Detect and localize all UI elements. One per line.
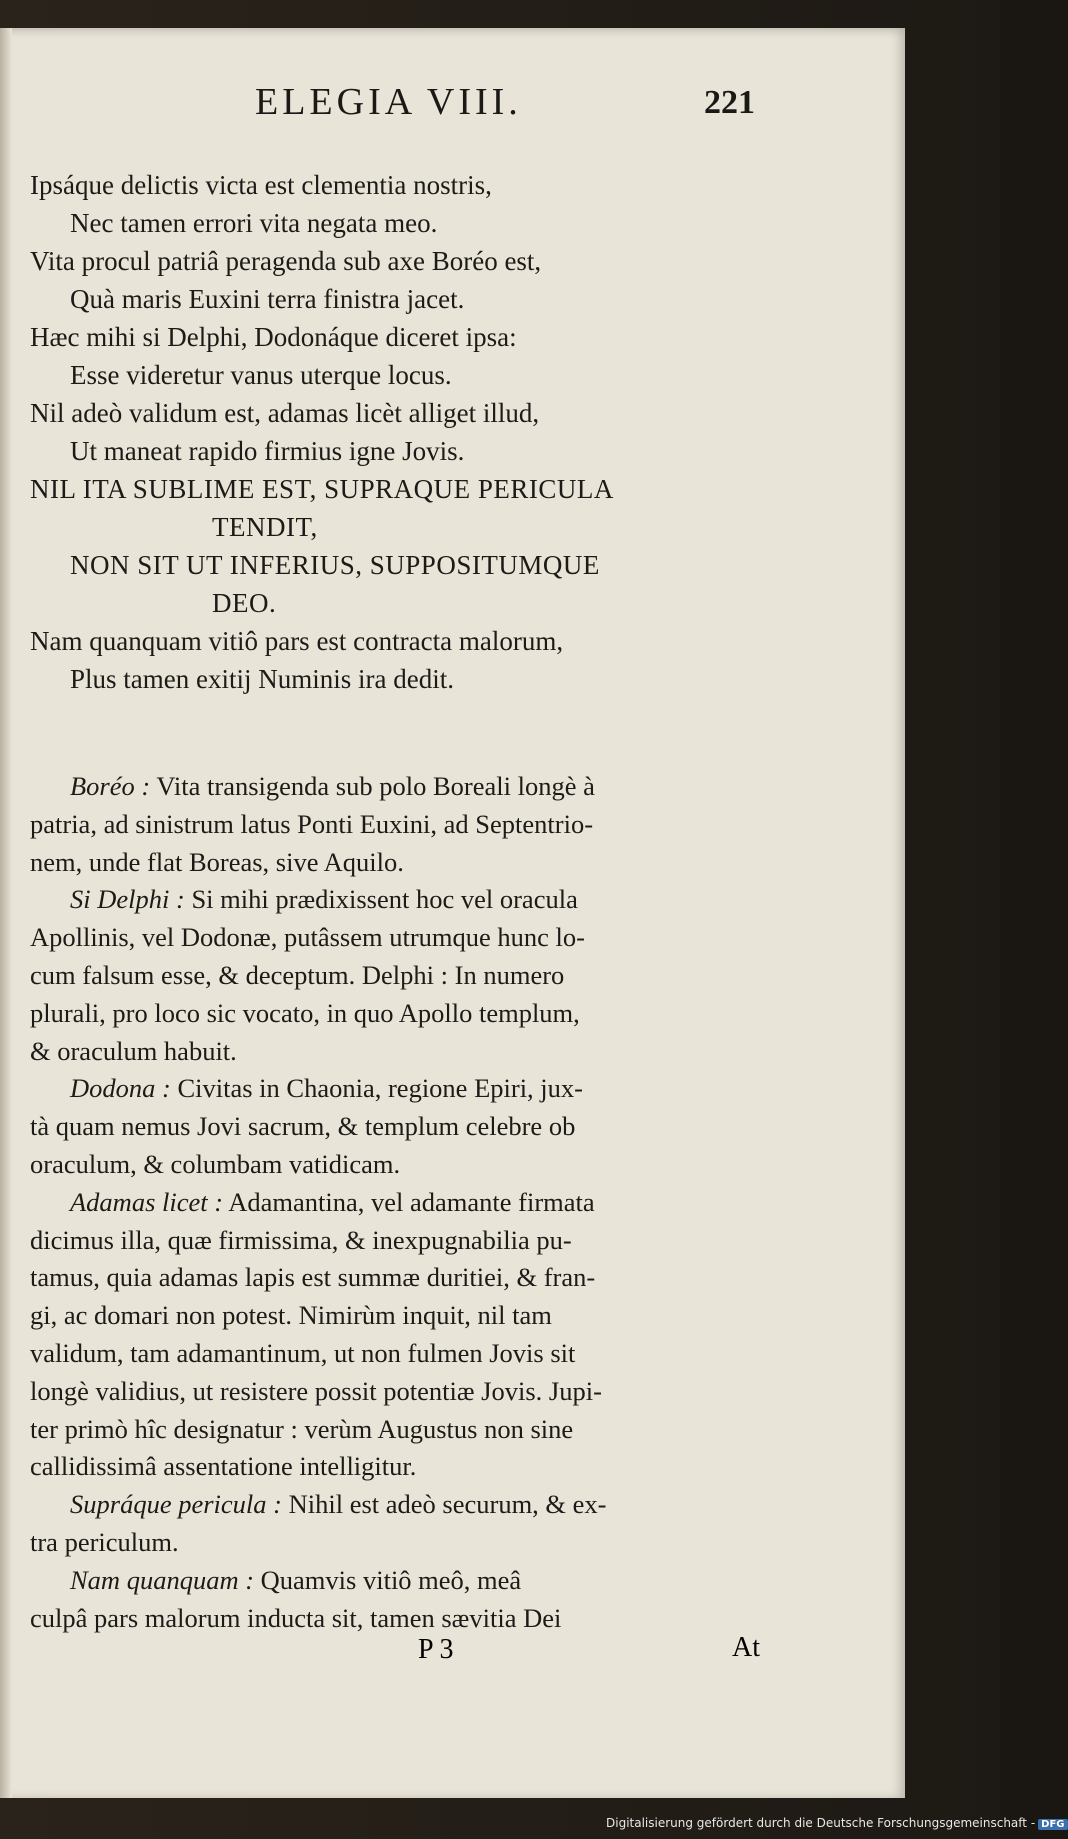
note-text: cum falsum esse, & deceptum. Delphi : In numero bbox=[30, 959, 565, 990]
note-line bbox=[30, 844, 775, 882]
note-line bbox=[30, 1259, 775, 1297]
caps-line-continuation: DEO. bbox=[212, 588, 277, 618]
note-line bbox=[30, 1297, 775, 1335]
note-line bbox=[30, 1524, 775, 1562]
note-line bbox=[30, 1411, 775, 1449]
digitization-credit bbox=[606, 1816, 1068, 1830]
note-text: plurali, pro loco sic vocato, in quo Apollo templum, bbox=[30, 997, 580, 1028]
note-line bbox=[30, 1335, 775, 1373]
verse-line: Nam quanquam vitiô pars est contracta malorum, bbox=[30, 626, 564, 656]
note-text: oraculum, & columbam vatidicam. bbox=[30, 1148, 401, 1179]
note-text: gi, ac domari non potest. Nimirùm inquit, nil tam bbox=[30, 1300, 552, 1331]
verse-line: Ipsáque delictis victa est clementia nostris, bbox=[30, 170, 492, 200]
note-text: longè validius, ut resistere possit potentiæ Jovis. Jupi- bbox=[30, 1375, 602, 1406]
note-line bbox=[30, 1448, 775, 1486]
note-text: validum, tam adamantinum, ut non fulmen Jovis sit bbox=[30, 1337, 576, 1368]
note-lemma: Nam quanquam : bbox=[70, 1564, 255, 1595]
verse-line: Ut maneat rapido firmius igne Jovis. bbox=[70, 436, 465, 466]
caps-line-continuation: TENDIT, bbox=[212, 512, 318, 542]
note-line bbox=[30, 1146, 775, 1184]
note-text: tamus, quia adamas lapis est summæ duritiei, & fran- bbox=[30, 1262, 596, 1293]
verse-line: Esse videretur vanus uterque locus. bbox=[70, 360, 452, 390]
note-text: culpâ pars malorum inducta sit, tamen sævitia Dei bbox=[30, 1602, 562, 1633]
note-line bbox=[30, 957, 775, 995]
note-line bbox=[30, 1486, 775, 1524]
note-text: dicimus illa, quæ firmissima, & inexpugnabilia pu- bbox=[30, 1224, 572, 1255]
note-lemma: Boréo : bbox=[70, 771, 151, 801]
note-lemma: Supráque pericula : bbox=[70, 1489, 282, 1520]
verse-line: Hæc mihi si Delphi, Dodonáque diceret ipsa: bbox=[30, 322, 517, 352]
note-text: Apollinis, vel Dodonæ, putâssem utrumque hunc lo- bbox=[30, 922, 585, 953]
credit-text: Digitalisierung gefördert durch die Deutsche Forschungsgemeinschaft - bbox=[606, 1816, 1036, 1830]
note-text: Si mihi prædixissent hoc vel oracula bbox=[184, 884, 578, 915]
note-text: Vita transigenda sub polo Boreali longè à bbox=[150, 771, 595, 801]
note-lemma: Si Delphi : bbox=[70, 884, 185, 915]
note-text: callidissimâ assentatione intelligitur. bbox=[30, 1451, 417, 1482]
note-text: patria, ad sinistrum latus Ponti Euxini, ad Septentrio- bbox=[30, 808, 594, 839]
signature-mark: P 3 bbox=[418, 1634, 454, 1665]
verse-line: Nil adeò validum est, adamas licèt alliget illud, bbox=[30, 398, 540, 428]
verse-block bbox=[30, 166, 810, 698]
note-text: tà quam nemus Jovi sacrum, & templum celebre ob bbox=[30, 1111, 576, 1142]
note-line bbox=[30, 1184, 775, 1222]
verse-line: Nec tamen errori vita negata meo. bbox=[70, 208, 438, 238]
commentary-notes bbox=[30, 768, 775, 1637]
running-title: ELEGIA VIII. bbox=[255, 81, 522, 123]
page-gutter bbox=[0, 28, 12, 1798]
note-lemma: Dodona : bbox=[70, 1073, 171, 1104]
note-line bbox=[30, 1373, 775, 1411]
note-line bbox=[30, 1033, 775, 1071]
verse-line: Vita procul patriâ peragenda sub axe Boréo est, bbox=[30, 246, 542, 276]
note-text: Civitas in Chaonia, regione Epiri, jux- bbox=[170, 1073, 583, 1104]
note-line bbox=[30, 919, 775, 957]
note-text: ter primò hîc designatur : verùm Augustus non sine bbox=[30, 1413, 574, 1444]
catchword: At bbox=[732, 1632, 760, 1663]
note-line bbox=[30, 881, 775, 919]
note-line bbox=[30, 768, 775, 806]
note-line bbox=[30, 1070, 775, 1108]
note-lemma: Adamas licet : bbox=[70, 1186, 224, 1217]
note-text: Adamantina, vel adamante firmata bbox=[223, 1186, 595, 1217]
note-text: Quamvis vitiô meô, meâ bbox=[254, 1564, 522, 1595]
note-line bbox=[30, 1108, 775, 1146]
caps-line: NIL ITA SUBLIME EST, SUPRAQUE PERICULA bbox=[30, 474, 614, 504]
capitalized-sententia bbox=[30, 470, 810, 622]
dfg-logo: DFG bbox=[1038, 1819, 1067, 1830]
note-line bbox=[30, 1222, 775, 1260]
verse-line: Plus tamen exitij Numinis ira dedit. bbox=[70, 664, 454, 694]
note-line bbox=[30, 1600, 775, 1638]
note-text: & oraculum habuit. bbox=[30, 1035, 237, 1066]
caps-line: NON SIT UT INFERIUS, SUPPOSITUMQUE bbox=[70, 550, 600, 580]
note-text: Nihil est adeò securum, & ex- bbox=[281, 1489, 607, 1520]
verse-line: Quà maris Euxini terra finistra jacet. bbox=[70, 284, 465, 314]
note-text: nem, unde flat Boreas, sive Aquilo. bbox=[30, 846, 404, 877]
note-line bbox=[30, 1562, 775, 1600]
note-text: tra periculum. bbox=[30, 1526, 179, 1557]
page-number: 221 bbox=[704, 84, 755, 121]
note-line bbox=[30, 806, 775, 844]
note-line bbox=[30, 995, 775, 1033]
